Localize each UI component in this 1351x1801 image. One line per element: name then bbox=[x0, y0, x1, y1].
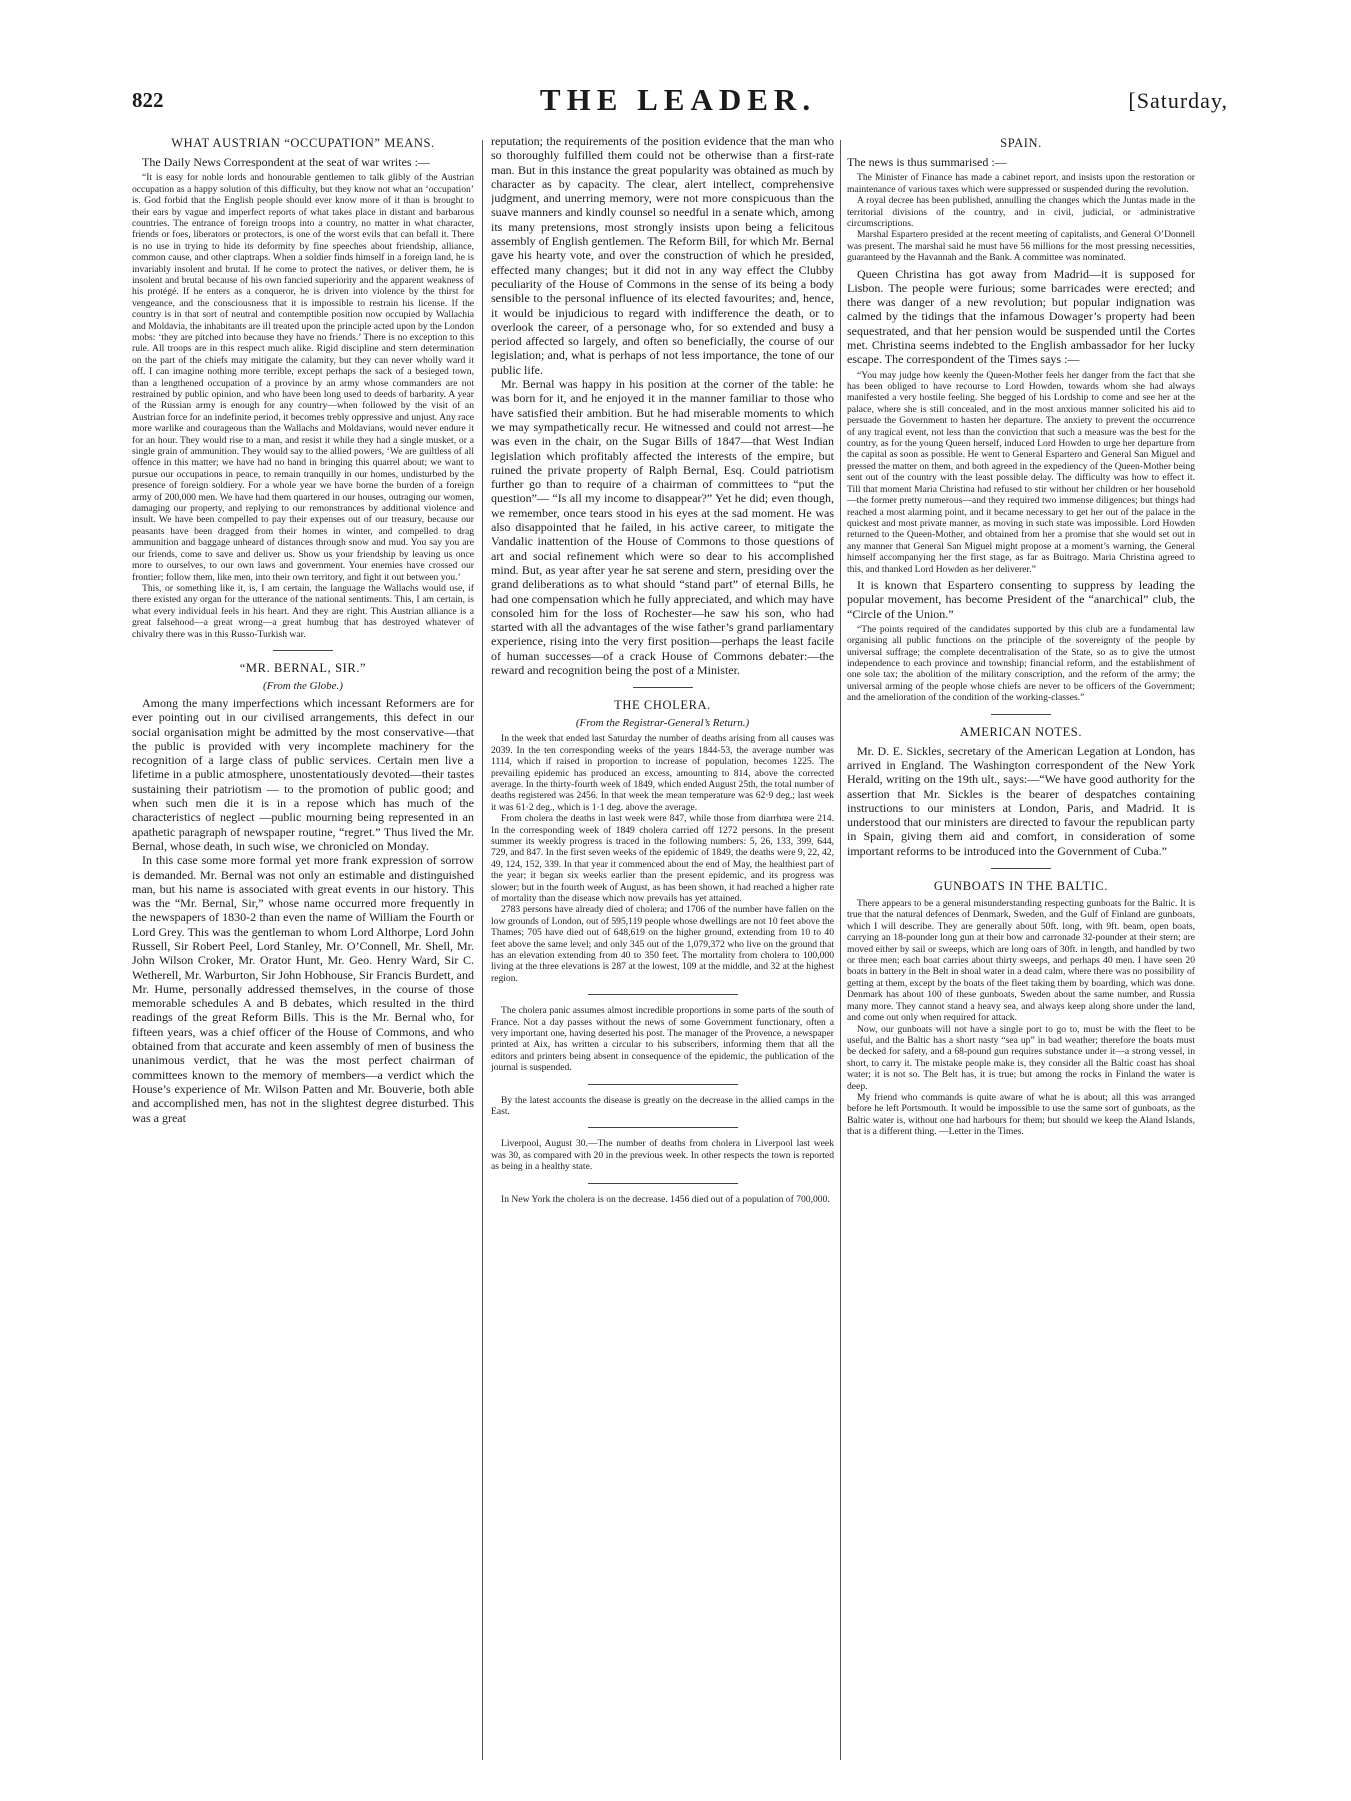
section-divider bbox=[588, 1084, 738, 1085]
column-rule-2 bbox=[840, 140, 841, 1760]
spain-paragraph: Marshal Espartero presided at the recent meeting of capitalists, and General O’Donnell was present. The marshal said he must have 56 millions for the most pressing necessities, guaranteed by the Havannah and the Bank. A committee was nominated. bbox=[847, 229, 1195, 264]
section-divider bbox=[588, 1127, 738, 1128]
spain-paragraph: A royal decree has been published, annulling the changes which the Juntas made in the territorial divisions of the country, and in civil, judicial, or administrative circumscriptions. bbox=[847, 195, 1195, 229]
spain-paragraph: It is known that Espartero consenting to suppress by leading the popular movement, has become President of the “anarchical” club, the “Circle of the Union.” bbox=[847, 577, 1195, 621]
bernal-paragraph: reputation; the requirements of the position evidence that the man who so thoroughly fulfilled them could not be otherwise than a first-rate man. But in this instance the great popularity was obtained as much by character as by capacity. The clear, alert intellect, comprehensive judgment, and unerring memory, were not more conspicuous than the suave manners and kindly counsel so needful in a senate which, among its many pretensions, most strongly insists upon being a felicitous assembly of English gentlemen. The Reform Bill, for which Mr. Bernal gave his hearty vote, and over the construction of which he presided, effected many changes; but it did not in any way effect the Clubby peculiarity of the House of Commons in the sense of its being a body sensible to the personal influence of its elected favourites; and, hence, it would be injudicious to regard with indifference the death, or to overlook the career, of a personage who, for so extended and busy a period affected so largely, and often so beneficially, the course of our legislation; and, what is perhaps of not less importance, the tone of our public life. bbox=[491, 134, 834, 377]
spain-paragraph: The Minister of Finance has made a cabinet report, and insists upon the restoration or maintenance of various taxes which were suppressed or suspended during the revolution. bbox=[847, 172, 1195, 195]
cholera-source: (From the Registrar-General’s Return.) bbox=[575, 717, 750, 730]
column-1 bbox=[132, 134, 474, 1764]
spain-headline: SPAIN. bbox=[1000, 136, 1042, 150]
american-notes-headline: AMERICAN NOTES. bbox=[959, 724, 1083, 739]
section-divider bbox=[588, 1183, 738, 1184]
cholera-paragraph: In the week that ended last Saturday the number of deaths arising from all causes was 2039. In the ten corresponding weeks of the years 1844-53, the average number was 1114, which if raised in proportion to increase of population, becomes 1225. The prevailing epidemic has produced an excess, amounting to 814, above the corrected average. In the thirty-fourth week of 1849, which ended August 25th, the total number of deaths registered was 2456. In that week the mean temperature was 62·9 deg.; last week it was 61·2 deg., which is 1·1 deg. above the average. bbox=[491, 733, 834, 813]
gunboats-paragraph: My friend who commands is quite aware of what he is about; all this was arranged before he left Portsmouth. It would be impossible to use the same sort of gunboats, as the Baltic water is, without one had harbours for them; but should we keep the Aland Islands, that is a different thing. —Letter in the Times. bbox=[847, 1091, 1195, 1138]
cholera-paragraph: Liverpool, August 30.—The number of deaths from cholera in Liverpool last week was 30, as compared with 20 in the previous week. In other respects the town is reported as being in a healthy state. bbox=[491, 1138, 834, 1173]
austrian-occupation-headline: WHAT AUSTRIAN “OCCUPATION” MEANS. bbox=[171, 136, 435, 150]
column-rule-1 bbox=[482, 140, 483, 1760]
masthead bbox=[128, 82, 1228, 124]
column-2 bbox=[491, 134, 834, 1764]
cholera-headline: THE CHOLERA. bbox=[614, 698, 711, 713]
austrian-intro: The Daily News Correspondent at the seat of war writes :— bbox=[142, 155, 430, 169]
newspaper-title: THE LEADER. bbox=[539, 82, 817, 117]
section-divider bbox=[588, 994, 738, 995]
section-divider bbox=[633, 687, 693, 688]
section-divider bbox=[991, 868, 1051, 869]
austrian-paragraph: “It is easy for noble lords and honourable gentlemen to talk glibly of the Austrian occupation as a happy solution of this difficulty, but they know not what an ‘occupation’ is. God forbid that the English people should ever know more of it than is brought to their ears by vague and imperfect reports of what takes place in distant and barbarous countries. The entrance of foreign troops into a country, no matter in what character, friends or foes, liberators or protectors, is one of the worst evils that can befall it. There is no use in trying to hide its deformity by fine speeches about friendship, alliance, common cause, and other claptraps. When a soldier finds himself in a foreign land, he is invariably insolent and brutal. If he come to protect the natives, or deliver them, he is insolent and brutal because of his own fancied superiority and the apparent weakness of his protégé. If he enters as a conqueror, he is driven into violence by the thirst for vengeance, and the consciousness that it is impossible to restrain his license. If the country is in that sort of neutral and contemptible position now occupied by Wallachia and Moldavia, the inhabitants are ill treated upon the principle acted upon by the London mobs: ‘they are pitched into because they have no friends.’ There is no exception to this rule. All troops are in this respect much alike. Rigid discipline and stern determination on the part of the chiefs may mitigate the calamity, but they can never wholly ward it off. I can imagine nothing more terrible, except perhaps the sack of a besieged town, than a lengthened occupation of a province by an army whose commanders are not restrained by public opinion, and who have been long used to deeds of barbarity. A year of the Russian army is enough for any country—when followed by the visit of an Austrian force for an indefinite period, it becomes trebly oppressive and unjust. Any race more warlike and courageous than the Wallachs and Moldavians, would never endure it for an hour. They would rise to a man, and resist it while they had a single musket, or a single grain of ammunition. They would say to the allied powers, ‘We are guiltless of all offence in this matter; we have had no hand in bringing this quarrel about; we want to pursue our occupations in peace, to remain tranquilly in our homes, undisturbed by the presence of foreign soldiery. For a whole year we have borne the burden of a foreign army of 200,000 men. We have had them quartered in our houses, outraging our women, damaging our property, and replying to our remonstrances by additional violence and insult. We have been compelled to pay their expenses out of our treasury, because our peasants have been dragged from their homes in winter, and compelled to drag ammunition and baggage unheard of distances through snow and mud. You say you are our friends, come to save and deliver us. Show us your friendship by leaving us once more to ourselves, to our own laws and government. Your enemies have crossed our frontier; follow them, like men, into their own territory, and fight it out between you.’ bbox=[132, 172, 474, 583]
bernal-paragraph: Mr. Bernal was happy in his position at the corner of the table: he was born for it, and he enjoyed it in the manner familiar to those who have satisfied their ambition. But he had miserable moments to which we may sympathetically recur. He witnessed and could not arrest—he was even in the chair, on the Sugar Bills of 1847—that West Indian legislation which profitably affected the interests of the empire, but ruined the private property of Ralph Bernal, Esq. Could patriotism further go than to require of a chairman of committees to “put the question”— “Is all my income to disappear?” Yet he did; even though, we remember, once tears stood in his eyes at the sad moment. He was also disappointed that he failed, in his active career, to mitigate the Vandalic inattention of the House of Commons to those questions of art and social refinement which were so dear to his accomplished mind. But, as year after year he sat serene and stern, presiding over the grand deliberations as to what should “stand part” of eternal Bills, he had one compensation which he fully appreciated, and which may have consoled him for the loss of Rochester—he saw his son, who had started with all the advantages of the wise father’s grand parliamentary experience, rising into the very first position—perhaps the least facile of human successes—of a crack House of Commons debater:—the reward and recognition being the post of a Minister. bbox=[491, 377, 834, 677]
spain-paragraph: Queen Christina has got away from Madrid—it is supposed for Lisbon. The people were furious; some barricades were erected; and there was danger of a new revolution; but popular indignation was calmed by the tidings that the infamous Dowager’s property had been sequestrated, and that her pension would be suspended until the Cortes met. Christina seems indebted to the English ambassador for her lucky escape. The correspondent of the Times says :— bbox=[847, 266, 1195, 367]
cholera-paragraph: The cholera panic assumes almost incredible proportions in some parts of the south of France. Not a day passes without the news of some Government functionary, often a very important one, having deserted his post. The manager of the Provence, a newspaper printed at Aix, has written a circular to his subscribers, informing them that all the editors and printers being absent in consequence of the epidemic, the publication of the journal is suspended. bbox=[491, 1005, 834, 1074]
issue-day: [Saturday, bbox=[1128, 88, 1228, 113]
gunboats-paragraph: There appears to be a general misunderstanding respecting gunboats for the Baltic. It is true that the natural defences of Denmark, Sweden, and the Gulf of Finland are gunboats, which I will describe. They are generally about 50ft. long, with 9ft. beam, open boats, carrying an 18-pounder long gun at their bow and carronade 32-pounder at their stern; are moved either by sail or sweeps, which are long oars of 30ft. in length, and handled by two or three men; each boat carries about thirty sweeps, and perhaps 40 men. I have seen 20 boats in battery in the Belt in shoal water in a dead calm, where there was no possibility of getting at them, except by the boats of the fleet taking them by boarding, which was done. Denmark has about 100 of these gunboats, Sweden about the same number, and Russia many more. They cannot stand a heavy sea, and always keep along shore under the land, and come out only when required for attack. bbox=[847, 898, 1195, 1024]
bernal-headline: “MR. BERNAL, SIR.” bbox=[239, 660, 367, 675]
bernal-source: (From the Globe.) bbox=[263, 679, 343, 692]
cholera-paragraph: By the latest accounts the disease is greatly on the decrease in the allied camps in the East. bbox=[491, 1094, 834, 1118]
section-divider bbox=[273, 650, 333, 651]
american-notes-paragraph: Mr. D. E. Sickles, secretary of the American Legation at London, has arrived in England. The Washington correspondent of the New York Herald, writing on the 19th ult., says:—“We have good authority for the assertion that Mr. Sickles is the bearer of despatches containing instructions to our ministers at London, Paris, and Madrid. It is understood that our ministers are directed to favour the republican party in Spain, giving them aid and comfort, in consideration of some important reforms to be introduced into the Government of Cuba.” bbox=[847, 743, 1195, 858]
column-3 bbox=[847, 134, 1195, 1764]
spain-quote: “The points required of the candidates supported by this club are a fundamental law organising all public functions on the principle of the sovereignty of the people by universal suffrage; the complete decentralisation of the State, so as to give the utmost independence to each province and township; financial reform, and the establishment of one sole tax; the abolition of the military conscription, and the reform of the army; the universal arming of the people whose chiefs are never to be officers of the Government; and the amelioration of the condition of the working-classes.” bbox=[847, 623, 1195, 704]
spain-quote: “You may judge how keenly the Queen-Mother feels her danger from the fact that she has been obliged to have recourse to Lord Howden, towards whom she had always manifested a very hostile feeling. She begged of his Lordship to come and see her at the palace, where she is still concealed, and in the most anxious manner solicited his aid to persuade the Government to hasten her departure. The anxiety to prevent the occurrence of any tragical event, not less than the conviction that such a measure was the best for the country, as for the young Queen herself, induced Lord Howden to urge her departure from the capital as soon as possible. He went to General Espartero and General San Miguel and pressed the matter on them, and both agreed in the expediency of the Queen-Mother being sent out of the country with the least possible delay. The difficulty was how to effect it. Till that moment Maria Christina had refused to stir without her children or her household—the former pretty numerous—and they required two immense diligences; but things had reached a most alarming point, and it became necessary to get her out of the palace in the quickest and most private manner, as moving in such state was impossible. Lord Howden returned to the Queen-Mother, and obtained from her a promise that she would set out in any manner that General San Miguel might propose at a moment’s warning, the General himself accompanying her the first stage, as far as Buitrago. Maria Christina agreed to this, and thanked Lord Howden as her deliverer.” bbox=[847, 369, 1195, 575]
gunboats-paragraph: Now, our gunboats will not have a single port to go to, must be with the fleet to be useful, and the Baltic has a short nasty “sea up” in bad weather; therefore the boats must be decked for safety, and a 68-pound gun requires substance under it—a strong vessel, in short, to carry it. The mistake people make is, they consider all the Baltic coast has shoal water; it is not so. The Belt has, it is true; but among the rocks in Finland the water is deep. bbox=[847, 1023, 1195, 1092]
cholera-paragraph: From cholera the deaths in last week were 847, while those from diarrhœa were 214. In the corresponding week of 1849 cholera carried off 1272 persons. In the present summer its weekly progress is traced in the following numbers: 5, 26, 133, 399, 644, 729, and 847. In the first seven weeks of the epidemic of 1849, the deaths were 9, 22, 42, 49, 124, 152, 339. In that year it commenced about the end of May, the healthiest part of the year; it began six weeks earlier than the present epidemic, and its progress was slower; but in the fourth week of August, as has been shown, it had reached a higher rate of mortality than the disease which now prevails has yet attained. bbox=[491, 813, 834, 904]
cholera-paragraph: In New York the cholera is on the decrease. 1456 died out of a population of 700,000. bbox=[501, 1193, 830, 1205]
cholera-paragraph: 2783 persons have already died of cholera; and 1706 of the number have fallen on the low grounds of London, out of 595,119 people whose dwellings are not 10 feet above the Thames; 705 have died out of 648,619 on the higher ground, extending from 10 to 40 feet above the same level; and only 345 out of the 1,079,372 who live on the ground that has an elevation extending from 40 to 350 feet. The mortality from cholera to 100,000 living at the three elevations is 287 at the lowest, 109 at the middle, and 32 at the highest region. bbox=[491, 904, 834, 984]
section-divider bbox=[991, 714, 1051, 715]
spain-intro: The news is thus summarised :— bbox=[847, 155, 1007, 169]
bernal-paragraph: In this case some more formal yet more frank expression of sorrow is demanded. Mr. Bernal was not only an estimable and distinguished man, but his name is associated with great events in our history. This was the “Mr. Bernal, Sir,” whose name occurred more frequently in the newspapers of 1830-2 than even the name of William the Fourth or Lord Grey. This was the gentleman to whom Lord Althorpe, Lord John Russell, Sir Robert Peel, Lord Stanley, Mr. O’Connell, Mr. Shell, Mr. John Wilson Croker, Mr. Orator Hunt, Mr. Geo. Henry Ward, Sir C. Wetherell, Mr. Warburton, Sir John Hobhouse, Sir Francis Burdett, and Mr. Hume, personally addressed themselves, in the course of those memorable schedules A and B debates, which resulted in the third readings of the great Reform Bills. This is the Mr. Bernal who, for fifteen years, was a chief officer of the House of Commons, and who obtained from that accurate and keen assembly of men of business the unanimous verdict, that he was the most perfect chairman of committees known to the memory of members—a verdict which the House’s experience of Mr. Wilson Patten and Mr. Bouverie, both able and accomplished men, has not in the slightest degree disturbed. This was a great bbox=[132, 853, 474, 1125]
bernal-paragraph: Among the many imperfections which incessant Reformers are for ever pointing out in our civilised arrangements, this defect in our social organisation might be admitted by the most conservative—that the public is provided with very incomplete machinery for the recognition of a large class of public services. Certain men live a lifetime in a public atmosphere, unostentatiously devoted—their tastes sustaining their patriotism — to the promotion of public good; and when such men die it is in a repose which has much of the characteristics of neglect —public mourning being represented in an apathetic paragraph of newspaper routine, “regret.” Thus lived the Mr. Bernal, whose death, in such wise, we chronicled on Monday. bbox=[132, 695, 474, 853]
austrian-paragraph: This, or something like it, is, I am certain, the language the Wallachs would use, if there existed any organ for the utterance of the national sentiments. This, I am certain, is what every individual feels in his heart. And they are right. This Austrian alliance is a great falsehood—a great wrong—a great humbug that has destroyed whatever of chivalry there was in this Russo-Turkish war. bbox=[132, 582, 474, 640]
gunboats-headline: GUNBOATS IN THE BALTIC. bbox=[933, 879, 1109, 894]
page-number: 822 bbox=[132, 88, 164, 112]
